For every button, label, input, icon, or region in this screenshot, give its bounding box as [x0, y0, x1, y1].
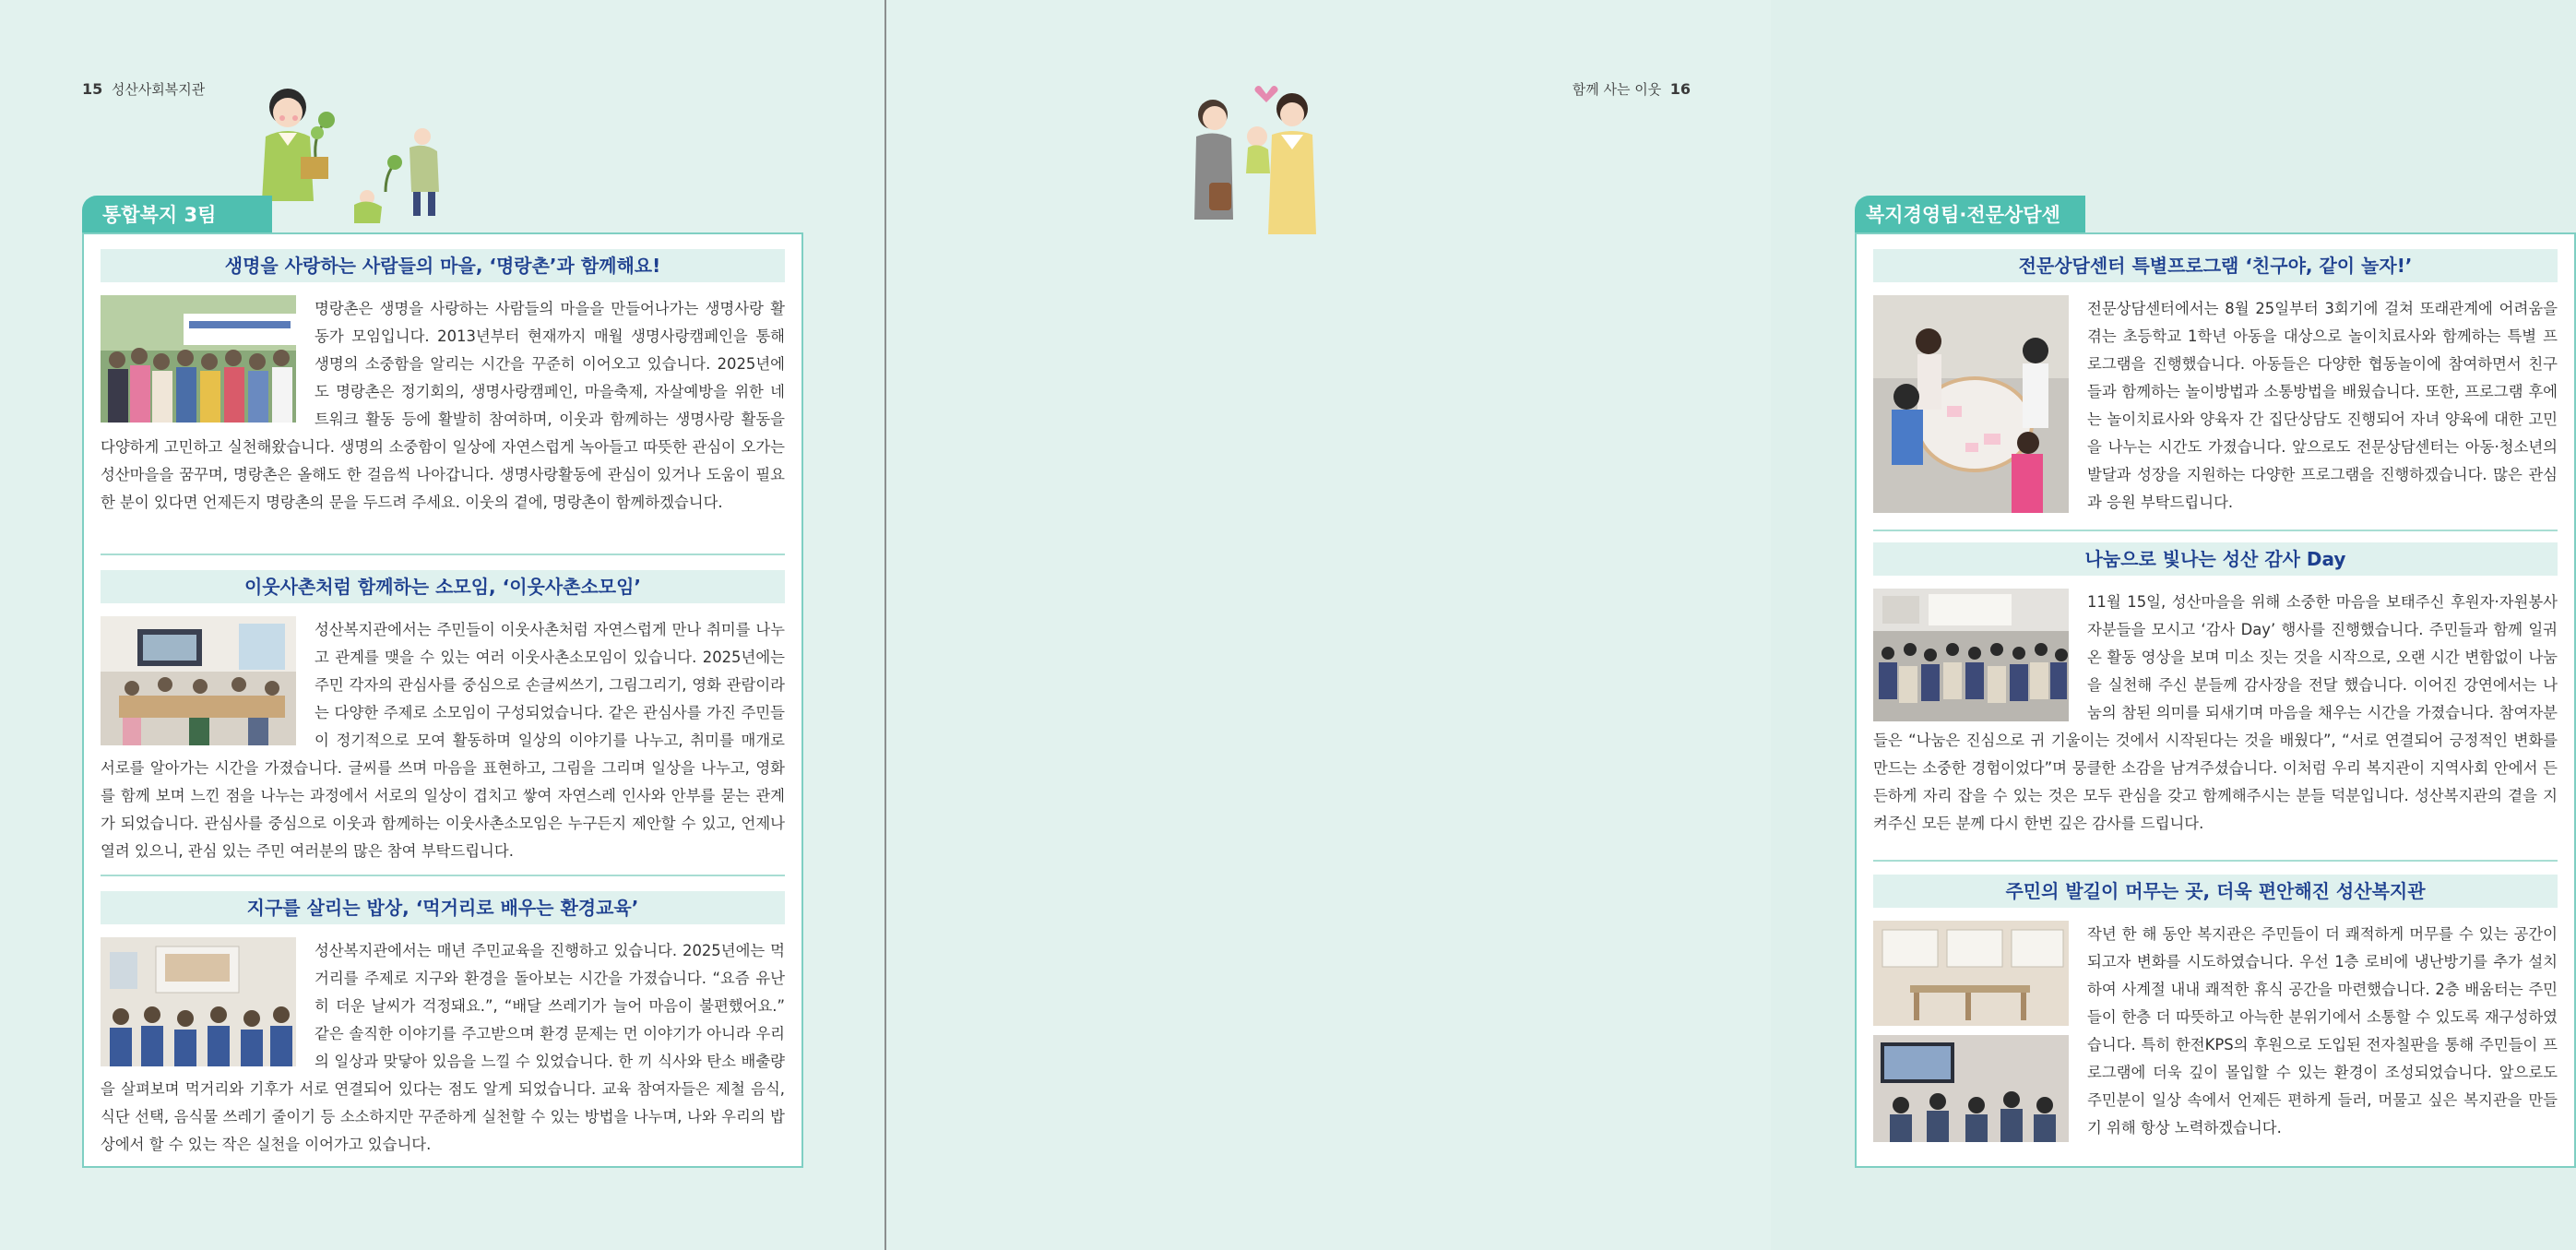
article-play-program	[1873, 249, 2558, 518]
thanks-day-event-photo	[1873, 589, 2069, 721]
running-head: 함께 사는 이웃	[1572, 81, 1662, 98]
content-panel-left	[82, 232, 803, 1168]
article-body: 11월 15일, 성산마을을 위해 소중한 마음을 보태주신 후원자·자원봉사자분들을 모시고 ‘감사 Day’ 행사를 진행했습니다. 주민들과 함께 일궈온 활동 영상을 보며 미소 짓는 것을 시작으로, 오랜 시간 변함없이 나눔을 실천해 주신 분들께 감사장을 전달 했습니다. 이어진 강연에서는 나눔의 참된 의미를 되새기며 마음을 채우는 시간을 가졌습니다. 참여자분들은 “나눔은 진심으로 귀 기울이는 것에서 시작된다는 것을 배웠다”, “서로 연결되어 긍정적인 변화를 만드는 소중한 경험이었다”며 뭉클한 소감을 남겨주셨습니다. 이처럼 우리 복지관이 지역사회 안에서 든든하게 자리 잡을 수 있는 것은 모두 관심을 갖고 함께해주시는 분들 덕분입니다. 성산복지관의 곁을 지켜주신 모든 분께 다시 한번 깊은 감사를 드립니다.	[1873, 593, 2558, 832]
team-tab: 통합복지 3팀	[82, 196, 272, 234]
section-divider	[101, 554, 785, 555]
article-title: 이웃사촌처럼 함께하는 소모임, ‘이웃사촌소모임’	[101, 570, 785, 603]
page-number: 15	[82, 80, 103, 98]
right-page	[886, 0, 2558, 1250]
article-body: 전문상담센터에서는 8월 25일부터 3회기에 걸쳐 또래관계에 어려움을 겪는 초등학교 1학년 아동을 대상으로 놀이치료사와 함께하는 특별 프로그램을 진행했습니다. 아동들은 다양한 협동놀이에 참여하면서 친구들과 함께하는 놀이방법과 소통방법을 배웠습니다. 또한, 프로그램 후에는 놀이치료사와 양육자 간 집단상담도 진행되어 자녀 양육에 대한 고민을 나누는 시간도 가졌습니다. 앞으로도 전문상담센터는 아동·청소년의 발달과 성장을 지원하는 다양한 프로그램을 진행하겠습니다. 많은 관심과 응원 부탁드립니다.	[2087, 300, 2558, 511]
page-number: 16	[1669, 80, 1691, 98]
children-play-photo	[1873, 295, 2069, 513]
content-panel-right	[1855, 232, 2576, 1168]
article-body: 성산복지관에서는 매년 주민교육을 진행하고 있습니다. 2025년에는 먹거리를 주제로 지구와 환경을 돌아보는 시간을 가졌습니다. “요즘 유난히 더운 날씨가 걱정돼요.”, “배달 쓰레기가 늘어 마음이 불편했어요.” 같은 솔직한 이야기를 주고받으며 환경 문제는 먼 이야기가 아니라 우리의 일상과 맞닿아 있음을 느낄 수 있었습니다. 한 끼 식사와 탄소 배출량을 살펴보며 먹거리와 기후가 서로 연결되어 있다는 점도 알게 되었습니다. 교육 참여자들은 제철 음식, 식단 선택, 음식물 쓰레기 줄이기 등 소소하지만 꾸준하게 실천할 수 있는 방법을 나누며, 나와 우리의 밥상에서 할 수 있는 작은 실천을 이어가고 있습니다.	[101, 942, 785, 1153]
environment-class-photo	[101, 937, 296, 1066]
article-body: 명랑촌은 생명을 사랑하는 사람들의 마을을 만들어나가는 생명사랑 활동가 모임입니다. 2013년부터 현재까지 매월 생명사랑캠페인을 통해 생명의 소중함을 알리는 시간을 꾸준히 이어오고 있습니다. 2025년에도 명랑촌은 정기회의, 생명사랑캠페인, 마을축제, 자살예방을 위한 네트워크 활동 등에 활발히 참여하며, 이웃과 함께하는 생명사랑 활동을 다양하게 고민하고 실천해왔습니다. 생명의 소중함이 일상에 자연스럽게 녹아들고 따뜻한 관심이 오가는 성산마을을 꿈꾸며, 명랑촌은 올해도 한 걸음씩 나아갑니다. 생명사랑활동에 관심이 있거나 도움이 필요한 분이 있다면 언제든지 명랑촌의 문을 두드려 주세요. 이웃의 곁에, 명랑촌이 함께하겠습니다.	[101, 300, 785, 511]
page-folio-right	[1573, 79, 1691, 99]
campaign-group-photo	[101, 295, 296, 423]
section-divider	[101, 875, 785, 876]
page-folio-left	[82, 79, 205, 99]
team-tab: 복지경영팀·전문상담센	[1855, 196, 2085, 234]
article-title: 전문상담센터 특별프로그램 ‘친구야, 같이 놀자!’	[1873, 249, 2558, 282]
facility-photos	[1873, 921, 2069, 1142]
article-title: 나눔으로 빛나는 성산 감사 Day	[1873, 542, 2558, 576]
article-body: 성산복지관에서는 주민들이 이웃사촌처럼 자연스럽게 만나 취미를 나누고 관계를 맺을 수 있는 여러 이웃사촌소모임이 있습니다. 2025년에는 주민 각자의 관심사를 중심으로 손글씨쓰기, 그림그리기, 영화 관람이라는 다양한 주제로 소모임이 구성되었습니다. 같은 관심사를 가진 주민들이 정기적으로 모여 활동하며 일상의 이야기를 나누고, 취미를 매개로 서로를 알아가는 시간을 가졌습니다. 글씨를 쓰며 마음을 표현하고, 그림을 그리며 일상을 나누고, 영화를 함께 보며 느낀 점을 나누는 과정에서 서로의 일상이 겹치고 쌓여 자연스레 인사와 안부를 묻는 관계가 되었습니다. 관심사를 중심으로 이웃과 함께하는 이웃사촌소모임은 누구든지 제안할 수 있고, 언제나 열려 있으니, 관심 있는 주민 여러분의 많은 참여 부탁드립니다.	[101, 621, 785, 860]
article-myeongnangchon	[101, 249, 785, 517]
running-head: 성산사회복지관	[111, 81, 206, 98]
article-title: 주민의 발길이 머무는 곳, 더욱 편안해진 성산복지관	[1873, 875, 2558, 908]
article-food-environment	[101, 891, 785, 1159]
club-meeting-photo	[101, 616, 296, 745]
article-title: 지구를 살리는 밥상, ‘먹거리로 배우는 환경교육’	[101, 891, 785, 924]
article-neighbor-club	[101, 570, 785, 865]
article-facility-renewal	[1873, 875, 2558, 1148]
planting-illustration	[247, 81, 459, 229]
article-title: 생명을 사랑하는 사람들의 마을, ‘명랑촌’과 함께해요!	[101, 249, 785, 282]
left-page	[0, 0, 884, 1250]
section-divider	[1873, 530, 2558, 531]
section-divider	[1873, 860, 2558, 862]
article-thanks-day	[1873, 542, 2558, 838]
family-illustration	[1193, 81, 1322, 234]
article-body: 작년 한 해 동안 복지관은 주민들이 더 쾌적하게 머무를 수 있는 공간이 되고자 변화를 시도하였습니다. 우선 1층 로비에 냉난방기를 추가 설치하여 사계절 내내 쾌적한 휴식 공간을 마련했습니다. 2층 배움터는 주민들이 한층 더 따뜻하고 아늑한 분위기에서 소통할 수 있도록 재구성하였습니다. 특히 한전KPS의 후원으로 도입된 전자칠판을 통해 주민들이 프로그램에 더욱 깊이 몰입할 수 있는 환경이 조성되었습니다. 앞으로도 주민분이 일상 속에서 언제든 편하게 들러, 머물고 싶은 복지관을 만들기 위해 항상 노력하겠습니다.	[2087, 925, 2558, 1137]
